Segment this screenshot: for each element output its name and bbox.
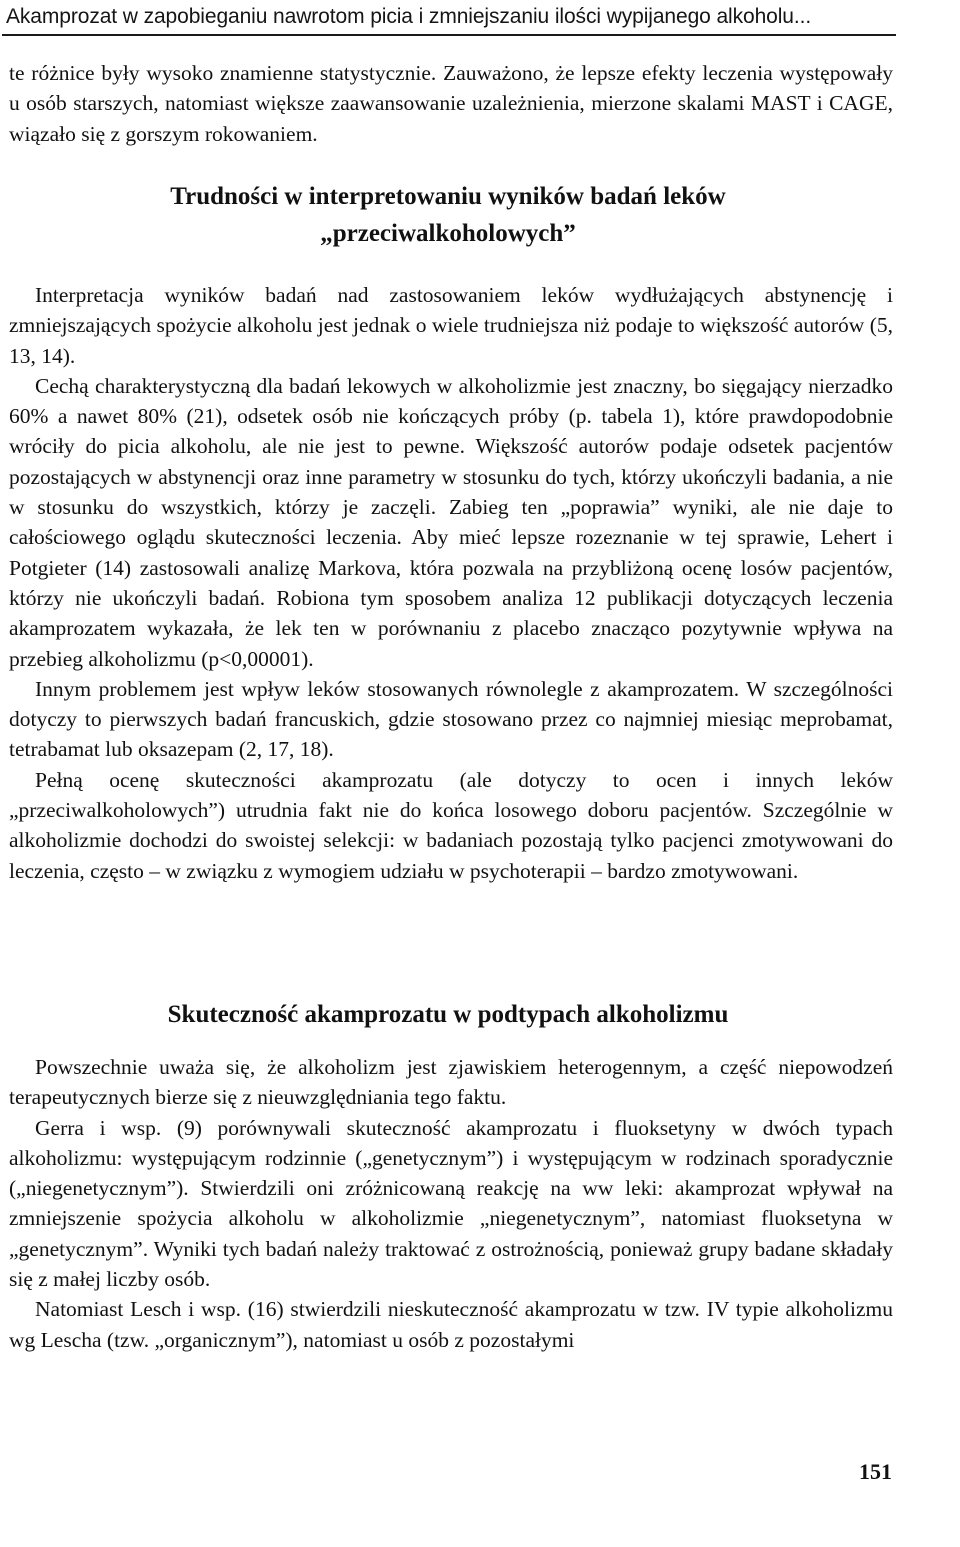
section-body-subtypes	[9, 1052, 893, 1355]
section-heading-interpretation	[0, 178, 896, 252]
page-number: 151	[859, 1459, 892, 1484]
section-heading-subtypes: Skuteczność akamprozatu w podtypach alkoholizmu	[167, 1001, 729, 1028]
paragraph: Innym problemem jest wpływ leków stosowanych równolegle z akamprozatem. W szczególności dotyczy to pierwszych badań francuskich, gdzie stosowano przez co najmniej miesiąc meprobamat, tetrabamat lub oksazepam (2, 17, 18).	[9, 676, 893, 762]
paragraph: Cechą charakterystyczną dla badań lekowych w alkoholizmie jest znaczny, bo sięgający nierzadko 60% a nawet 80% (21), odsetek osób nie kończących próby (p. tabela 1), które prawdopodobnie wróciły do picia alkoholu, ale nie jest to pewne. Większość autorów podaje odsetek pacjentów pozostających w abstynencji oraz inne parametry w stosunku do tych, którzy ukończyli badania, a nie w stosunku do wszystkich, którzy je zaczęli. Zabieg ten „poprawia” wyniki, ale nie daje to całościowego oglądu skuteczności leczenia. Aby mieć lepsze rozeznanie w tej sprawie, Lehert i Potgieter (14) zastosowali analizę Markova, która pozwala na przybliżoną ocenę losów pacjentów, którzy nie ukończyli badań. Robiona tym sposobem analiza 12 publikacji dotyczących leczenia akamprozatem wykazała, że lek ten w porównaniu z placebo znacząco pozytywnie wpływa na przebieg alkoholizmu (p<0,00001).	[9, 373, 893, 671]
intro-text	[9, 58, 893, 149]
header-rule	[2, 34, 896, 36]
running-head: Akamprozat w zapobieganiu nawrotom picia i zmniejszaniu ilości wypijanego alkoholu...	[6, 5, 812, 28]
intro-paragraph: te różnice były wysoko znamienne statystycznie. Zauważono, że lepsze efekty leczenia występowały u osób starszych, natomiast większe zaawansowanie uzależnienia, mierzone skalami MAST i CAGE, wiązało się z gorszym rokowaniem.	[9, 61, 893, 146]
paragraph: Natomiast Lesch i wsp. (16) stwierdzili nieskuteczność akamprozatu w tzw. IV typie alkoholizmu wg Lescha (tzw. „organicznym”), natomiast u osób z pozostałymi	[9, 1297, 893, 1352]
paragraph: Gerra i wsp. (9) porównywali skuteczność akamprozatu i fluoksetyny w dwóch typach alkoholizmu: występującym rodzinnie („genetycznym”) i występującym w rodzinach sporadycznie („niegenetycznym”). Stwierdzili oni zróżnicowaną reakcję na ww leki: akamprozat wpływał na zmniejszenie spożycia alkoholu w alkoholizmie „niegenetycznym”, natomiast fluoksetyna w „genetycznym”. Wyniki tych badań należy traktować z ostrożnością, ponieważ grupy badane składały się z małej liczby osób.	[9, 1115, 893, 1292]
section-heading-line: Trudności w interpretowaniu wyników badań leków	[170, 183, 726, 210]
section-body-interpretation	[9, 280, 893, 886]
paragraph: Interpretacja wyników badań nad zastosowaniem leków wydłużających abstynencję i zmniejszających spożycie alkoholu jest jednak o wiele trudniejsza niż podaje to większość autorów (5, 13, 14).	[9, 283, 893, 368]
section-heading-line: „przeciwalkoholowych”	[320, 220, 576, 247]
paragraph: Pełną ocenę skuteczności akamprozatu (ale dotyczy to ocen i innych leków „przeciwalkoholowych”) utrudnia fakt nie do końca losowego doboru pacjentów. Szczególnie w alkoholizmie dochodzi do swoistej selekcji: w badaniach pozostają tylko pacjenci zmotywowani do leczenia, często – w związku z wymogiem udziału w psychoterapii – bardzo zmotywowani.	[9, 767, 893, 883]
paragraph: Powszechnie uważa się, że alkoholizm jest zjawiskiem heterogennym, a część niepowodzeń terapeutycznych bierze się z nieuwzględniania tego faktu.	[9, 1055, 893, 1110]
